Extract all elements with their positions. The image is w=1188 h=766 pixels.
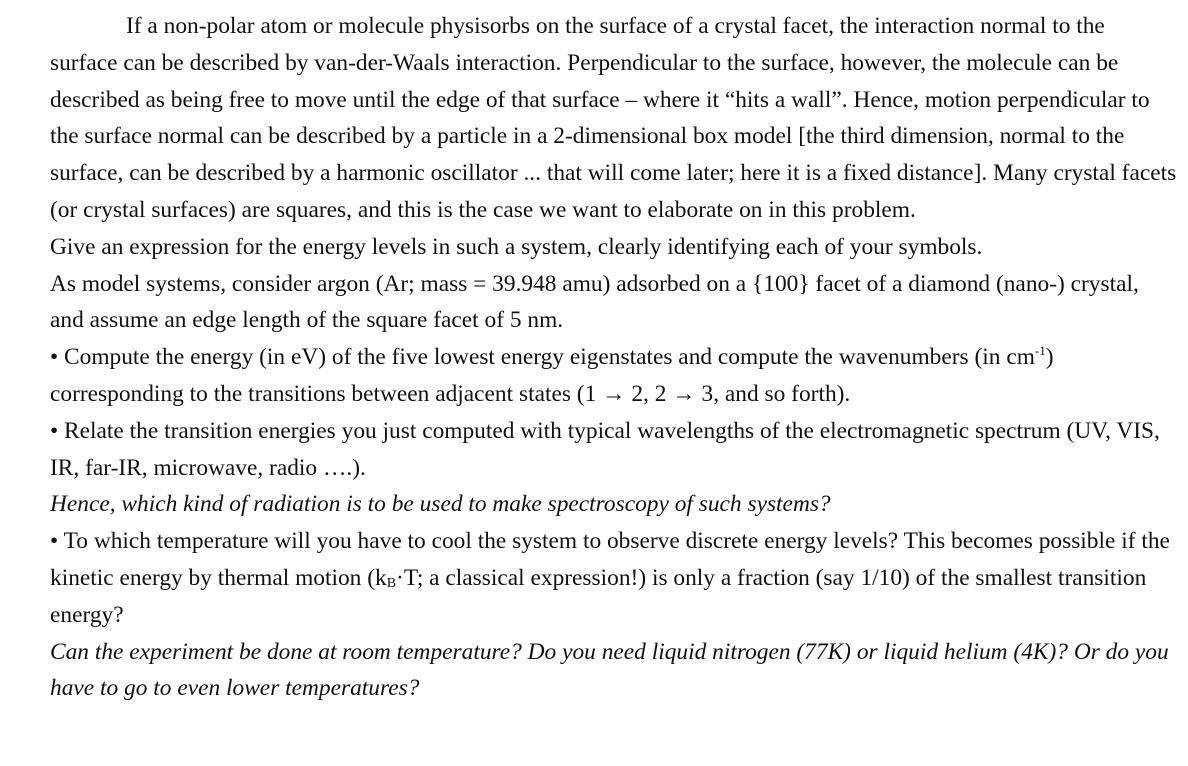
wavenumber-unit-superscript: -1 bbox=[1034, 343, 1046, 359]
boltzmann-subscript: B bbox=[386, 575, 397, 591]
temperature-question: Can the experiment be done at room temperature? Do you need liquid nitrogen (77K) or liquid helium (4K)? Or do you have to go to even lower temperatures? bbox=[50, 638, 1169, 702]
bullet-temperature bbox=[50, 523, 1178, 633]
bullet-marker: • bbox=[50, 344, 59, 371]
radiation-question: Hence, which kind of radiation is to be used to make spectroscopy of such systems? bbox=[50, 491, 831, 518]
intro-paragraph: If a non-polar atom or molecule physisorbs on the surface of a crystal facet, the interaction normal to the surface can be described by van-der-Waals interaction. Perpendicular to the surface, however, the molecule can be described as being free to move until the edge of that surface – where it “hits a wall”. Hence, motion perpendicular to the surface normal can be described by a particle in a 2-dimensional box model [the third dimension, normal to the surface, can be described by a harmonic oscillator ... that will come later; here it is a fixed distance]. Many crystal facets (or crystal surfaces) are squares, and this is the case we want to elaborate on in this problem. bbox=[50, 13, 1177, 223]
bullet-marker: • bbox=[50, 528, 59, 555]
bullet-relate-text: Relate the transition energies you just computed with typical wavelengths of the electromagnetic spectrum (UV, VIS, IR, far-IR, microwave, radio ….). bbox=[50, 417, 1160, 481]
model-systems-paragraph: As model systems, consider argon (Ar; mass = 39.948 amu) adsorbed on a {100} facet of a diamond (nano-) crystal, and assume an edge length of the square facet of 5 nm. bbox=[50, 270, 1139, 334]
bullet-temperature-text-end: ·T; a classical expression!) is only a fraction (say 1/10) of the smallest transition energy? bbox=[50, 564, 1147, 628]
bullet-compute-text-start: Compute the energy (in eV) of the five lowest energy eigenstates and compute the wavenumbers (in cm bbox=[58, 344, 1035, 371]
bullet-marker: • bbox=[50, 417, 59, 444]
bullet-temperature-text-start: To which temperature will you have to cool the system to observe discrete energy levels? This becomes possible if the kinetic energy by thermal motion (k bbox=[50, 528, 1170, 591]
problem-document bbox=[50, 8, 1178, 707]
bullet-compute-text-end: ) corresponding to the transitions between adjacent states (1 → 2, 2 → 3, and so forth). bbox=[50, 344, 1054, 407]
expression-request: Give an expression for the energy levels in such a system, clearly identifying each of your symbols. bbox=[50, 233, 983, 260]
bullet-relate-spectrum bbox=[50, 413, 1178, 487]
bullet-compute-energies bbox=[50, 339, 1178, 413]
